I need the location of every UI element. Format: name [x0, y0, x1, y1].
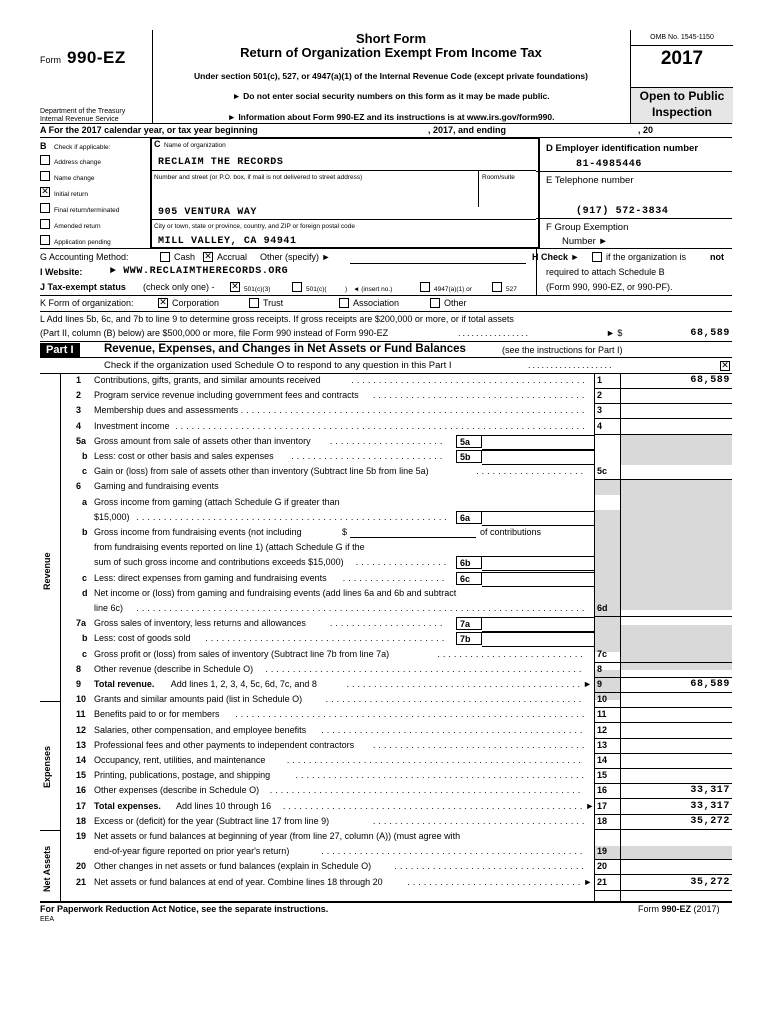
- line-number: 16: [76, 785, 87, 796]
- line-description: Grants and similar amounts paid (list in Schedule O): [94, 694, 303, 705]
- section-b-item-label: Address change: [54, 159, 101, 166]
- section-b-label: B: [40, 141, 47, 151]
- line-box-number: 16: [597, 785, 608, 796]
- section-b-item-label: Final return/terminated: [54, 207, 120, 214]
- phone-value[interactable]: (917) 572-3834: [576, 206, 669, 217]
- city-caption: City or town, state or province, country, and ZIP or foreign postal code: [154, 223, 355, 230]
- accounting-method-label: G Accounting Method:: [40, 252, 129, 262]
- line-l-amount[interactable]: 68,589: [690, 328, 730, 339]
- department: [40, 108, 125, 124]
- line-description: Investment income: [94, 420, 170, 431]
- website-label: I Website:: [40, 267, 83, 277]
- phone-title: E Telephone number: [546, 175, 634, 186]
- line-amount-field[interactable]: 33,317: [690, 785, 730, 797]
- line-number: 14: [76, 755, 87, 765]
- line-number: 19: [76, 831, 87, 841]
- section-b-title: Check if applicable:: [54, 144, 111, 151]
- inline-amount-field[interactable]: [482, 511, 594, 526]
- part-label: Part I: [40, 343, 80, 357]
- line-dollar-sign: $: [342, 527, 348, 537]
- association-label: Association: [353, 298, 400, 308]
- line-number: 7a: [76, 618, 87, 629]
- line-box-number: 14: [597, 755, 608, 765]
- line-box-number: 6d: [597, 603, 608, 613]
- section-b-item-label: Application pending: [54, 239, 111, 246]
- revenue-side-label: Revenue: [42, 552, 52, 590]
- street-caption: Number and street (or P.O. box, if mail is not delivered to street address): [154, 174, 363, 181]
- line-description: Benefits paid to or for members: [94, 709, 220, 720]
- line-number: d: [82, 587, 88, 598]
- part-title-note: (see the instructions for Part I): [502, 345, 623, 355]
- line-description: Salaries, other compensation, and employee benefits: [94, 724, 307, 735]
- other-method-label: Other (specify) ►: [260, 252, 331, 262]
- line-description: Total revenue.: [94, 679, 155, 689]
- line-number: 9: [76, 679, 82, 689]
- line-number: 4: [76, 420, 82, 431]
- 4947-label: 4947(a)(1) or: [434, 286, 472, 293]
- line-box-number: 15: [597, 770, 608, 781]
- line-description: Gross income from gaming (attach Schedule G if greater than: [94, 496, 340, 507]
- line-amount-field[interactable]: 35,272: [690, 815, 730, 827]
- line-description: from fundraising events reported on line 1) (attach Schedule G if the: [94, 542, 365, 553]
- section-b-checkbox[interactable]: [40, 219, 50, 229]
- tax-year: 2017: [660, 48, 704, 69]
- dept-line1: Department of the Treasury: [40, 108, 126, 115]
- line-description: Membership dues and assessments: [94, 405, 239, 416]
- line-box-number: 13: [597, 739, 608, 750]
- street-value[interactable]: 905 VENTURA WAY: [158, 207, 258, 218]
- form-number: [40, 48, 126, 68]
- line-amount-field[interactable]: 68,589: [690, 375, 730, 386]
- line-number: c: [82, 648, 88, 659]
- 527-label: 527: [506, 286, 517, 293]
- line-a-end: , 20: [638, 125, 654, 135]
- line-description: Less: cost of goods sold: [94, 633, 191, 644]
- cash-checkbox[interactable]: [160, 252, 170, 262]
- org-name-caption: Name of organization: [164, 142, 226, 149]
- group-exemption-title: F Group Exemption: [546, 222, 629, 233]
- tax-exempt-label: J Tax-exempt status: [40, 282, 126, 292]
- cash-label: Cash: [174, 252, 196, 262]
- inline-amount-field[interactable]: [482, 435, 594, 450]
- line-number: 20: [76, 861, 87, 872]
- line-box-number: 7c: [597, 648, 608, 659]
- section-b-checkbox[interactable]: [40, 235, 50, 245]
- line-description: Gaming and fundraising events: [94, 481, 219, 492]
- line-amount-field[interactable]: 35,272: [690, 876, 730, 888]
- line-number: 10: [76, 694, 87, 705]
- other-org-label: Other: [444, 298, 467, 308]
- section-c-box: [150, 137, 540, 249]
- line-number: 6: [76, 481, 82, 492]
- line-description: Less: cost or other basis and sales expenses: [94, 451, 274, 461]
- inline-box-label: 6c: [456, 572, 482, 585]
- line-number: a: [82, 496, 88, 507]
- line-description: Excess or (deficit) for the year (Subtract line 17 from line 9): [94, 815, 330, 826]
- line-amount-field[interactable]: 33,317: [690, 800, 730, 812]
- footer-notice: For Paperwork Reduction Act Notice, see the separate instructions.: [40, 904, 329, 914]
- inline-amount-field[interactable]: [482, 450, 594, 465]
- city-value[interactable]: MILL VALLEY, CA 94941: [158, 236, 297, 247]
- section-c-label: C: [154, 139, 161, 149]
- line-description: Program service revenue including government fees and contracts: [94, 390, 359, 401]
- line-box-number: 21: [597, 876, 608, 887]
- line-description: Net income or (loss) from gaming and fundraising events (add lines 6a and 6b and subtract: [94, 587, 457, 598]
- trust-label: Trust: [263, 298, 284, 308]
- 4947-checkbox[interactable]: [420, 282, 430, 292]
- line-description: Less: direct expenses from gaming and fundraising events: [94, 572, 327, 583]
- line-l-text2: (Part II, column (B) below) are $500,000 or more, file Form 990 instead of Form 990-EZ: [40, 328, 389, 338]
- schedule-o-check-text: Check if the organization used Schedule O to respond to any question in this Part I: [104, 360, 452, 371]
- line-description: Contributions, gifts, grants, and similar amounts received: [94, 375, 321, 385]
- inline-box-label: 5a: [456, 435, 482, 448]
- line-description: Gross amount from sale of assets other than inventory: [94, 435, 311, 446]
- line-number: 21: [76, 876, 87, 887]
- corporation-checkbox[interactable]: ✕: [159, 298, 167, 308]
- line-number: b: [82, 633, 88, 644]
- inline-box-label: 6a: [456, 511, 482, 524]
- line-box-number: 17: [597, 800, 608, 811]
- ein-value[interactable]: 81-4985446: [576, 159, 643, 170]
- omb-number: OMB No. 1545-1150: [631, 34, 733, 46]
- line-number: 5a: [76, 435, 87, 446]
- line-box-number: 10: [597, 694, 608, 705]
- footer-form-number: 990-EZ: [661, 904, 692, 914]
- 501c-label: 501(c)(: [306, 286, 327, 293]
- line-description: Other revenue (describe in Schedule O): [94, 663, 254, 674]
- line-number: 15: [76, 770, 87, 781]
- inline-box-label: 7a: [456, 617, 482, 630]
- inline-amount-field[interactable]: [482, 632, 594, 647]
- line-number: 13: [76, 739, 87, 750]
- form-subtitle: Under section 501(c), 527, or 4947(a)(1) of the Internal Revenue Code (except private foundations): [194, 71, 588, 81]
- 527-checkbox[interactable]: [492, 282, 502, 292]
- section-b-checkbox[interactable]: [40, 203, 50, 213]
- line-description: Professional fees and other payments to independent contractors: [94, 739, 355, 750]
- line-box-number: 20: [597, 861, 608, 872]
- inline-amount-field[interactable]: [482, 556, 594, 571]
- line-description-tail: Add lines 10 through 16: [176, 800, 272, 811]
- trust-checkbox[interactable]: [249, 298, 259, 308]
- line-l-dollar: ► $: [606, 328, 623, 338]
- line-description: Printing, publications, postage, and shipping: [94, 770, 271, 781]
- 501c-close: ): [345, 286, 348, 293]
- line-box-number: 19: [597, 846, 608, 857]
- section-b-checkbox[interactable]: [40, 155, 50, 165]
- inline-box-label: 6b: [456, 556, 482, 569]
- form-title-block: [152, 30, 630, 123]
- line-description: $15,000): [94, 511, 130, 522]
- 501c-checkbox[interactable]: [292, 282, 302, 292]
- open-line2: Inspection: [651, 105, 712, 119]
- line-number: 2: [76, 390, 82, 401]
- line-box-number: 9: [597, 679, 603, 689]
- line-h-line2: required to attach Schedule B: [546, 267, 665, 277]
- line-box-number: 3: [597, 405, 603, 416]
- net-assets-side-label: Net Assets: [42, 845, 52, 892]
- line-h-text: if the organization is: [606, 252, 687, 262]
- line-box-number: 4: [597, 420, 603, 431]
- form-year-block: [630, 30, 733, 123]
- inline-amount-field[interactable]: [482, 617, 594, 632]
- insert-no-label: ◄ (insert no.): [353, 286, 393, 293]
- line-box-number: 2: [597, 390, 603, 401]
- section-b-item-label: Initial return: [54, 191, 88, 198]
- line-number: c: [82, 466, 88, 477]
- org-name-value[interactable]: RECLAIM THE RECORDS: [158, 157, 284, 168]
- line-number: 8: [76, 663, 82, 674]
- line-description: Occupancy, rent, utilities, and maintenance: [94, 755, 266, 765]
- association-checkbox[interactable]: [339, 298, 349, 308]
- accrual-label: Accrual: [217, 252, 248, 262]
- website-value[interactable]: ► WWW.RECLAIMTHERECORDS.ORG: [110, 266, 289, 277]
- footer-form: [638, 904, 720, 915]
- section-b-item-label: Amended return: [54, 223, 101, 230]
- form-title: Return of Organization Exempt From Income Tax: [240, 45, 542, 60]
- info-notice: ► Information about Form 990-EZ and its instructions is at www.irs.gov/form990.: [227, 112, 555, 122]
- line-box-number: 18: [597, 815, 608, 826]
- line-description: Other changes in net assets or fund balances (explain in Schedule O): [94, 861, 372, 872]
- line-number: 11: [76, 709, 86, 720]
- line-number: 17: [76, 800, 87, 811]
- ssn-notice: ► Do not enter social security numbers on this form as it may be made public.: [232, 91, 550, 101]
- line-number: 1: [76, 375, 82, 385]
- expenses-side-label: Expenses: [42, 745, 52, 788]
- section-b-item-label: Name change: [54, 175, 95, 182]
- inline-box-label: 5b: [456, 450, 482, 463]
- open-line1: Open to Public: [639, 89, 725, 103]
- footer-form-year: (2017): [693, 904, 720, 914]
- line-a-mid: , 2017, and ending: [428, 125, 507, 135]
- section-b-checkbox[interactable]: [40, 171, 50, 181]
- tax-exempt-note: (check only one) -: [143, 282, 215, 292]
- line-description: Other expenses (describe in Schedule O): [94, 785, 260, 796]
- line-l-text1: L Add lines 5b, 6c, and 7b to line 9 to determine gross receipts. If gross receipts are $200,000 or more, or if total assets: [40, 314, 514, 324]
- corporation-label: Corporation: [172, 298, 220, 308]
- dept-line2: Internal Revenue Service: [40, 116, 119, 123]
- 501c3-checkbox[interactable]: ✕: [231, 282, 239, 292]
- line-description: Net assets or fund balances at end of year. Combine lines 18 through 20: [94, 876, 383, 887]
- line-description: Gross sales of inventory, less returns and allowances: [94, 618, 306, 629]
- public-inspection-badge: [631, 87, 733, 124]
- line-tail-text: of contributions: [480, 527, 542, 537]
- part-title: Revenue, Expenses, and Changes in Net Assets or Fund Balances: [104, 343, 466, 355]
- group-exemption-number: Number ►: [562, 236, 608, 247]
- line-box-number: 1: [597, 375, 603, 385]
- line-number: 3: [76, 405, 82, 416]
- footer-form-prefix: Form: [638, 904, 659, 914]
- line-description-tail: Add lines 1, 2, 3, 4, 5c, 6d, 7c, and 8: [170, 679, 317, 689]
- line-description: Gross profit or (loss) from sales of inventory (Subtract line 7b from line 7a): [94, 648, 390, 659]
- form-prefix: Form: [40, 55, 61, 65]
- section-b-checkbox[interactable]: ✕: [41, 187, 49, 197]
- room-caption: Room/suite: [482, 174, 515, 181]
- line-description: sum of such gross income and contributions exceeds $15,000): [94, 557, 344, 568]
- line-h-not: not: [710, 252, 724, 262]
- line-number: c: [82, 572, 88, 583]
- line-number: 18: [76, 815, 87, 826]
- 501c3-label: 501(c)(3): [244, 286, 271, 293]
- line-description: end-of-year figure reported on prior year's return): [94, 846, 290, 857]
- line-description: Total expenses.: [94, 800, 161, 811]
- line-box-number: 5c: [597, 466, 608, 477]
- schedule-b-checkbox[interactable]: [592, 252, 602, 262]
- line-amount-field[interactable]: 68,589: [690, 679, 730, 690]
- inline-amount-field[interactable]: [482, 572, 594, 587]
- accrual-checkbox[interactable]: ✕: [204, 252, 212, 262]
- line-box-number: 8: [597, 663, 603, 674]
- form-title-short: Short Form: [355, 31, 427, 46]
- ein-title: D Employer identification number: [546, 143, 699, 154]
- form-id-block: [40, 30, 153, 123]
- other-org-checkbox[interactable]: [430, 298, 440, 308]
- line-description: Gross income from fundraising events (not including: [94, 527, 302, 537]
- schedule-o-checkbox[interactable]: ✕: [721, 361, 729, 371]
- footer-eea: EEA: [40, 916, 55, 923]
- form-number-value: 990-EZ: [67, 48, 126, 67]
- line-h-label: H Check ►: [532, 252, 580, 262]
- line-box-number: 11: [597, 709, 607, 720]
- line-description: Gain or (loss) from sale of assets other than inventory (Subtract line 5b from line 5a): [94, 466, 429, 477]
- line-number: b: [82, 451, 88, 461]
- line-number: 12: [76, 724, 87, 735]
- line-box-number: 12: [597, 724, 608, 735]
- line-description: Net assets or fund balances at beginning of year (from line 27, column (A)) (must agree with: [94, 831, 461, 841]
- inline-box-label: 7b: [456, 632, 482, 645]
- line-h-line3: (Form 990, 990-EZ, or 990-PF).: [546, 282, 673, 292]
- line-a-label: A For the 2017 calendar year, or tax year beginning: [40, 125, 258, 135]
- line-description: line 6c): [94, 603, 124, 613]
- org-form-label: K Form of organization:: [40, 298, 134, 308]
- line-number: b: [82, 527, 88, 537]
